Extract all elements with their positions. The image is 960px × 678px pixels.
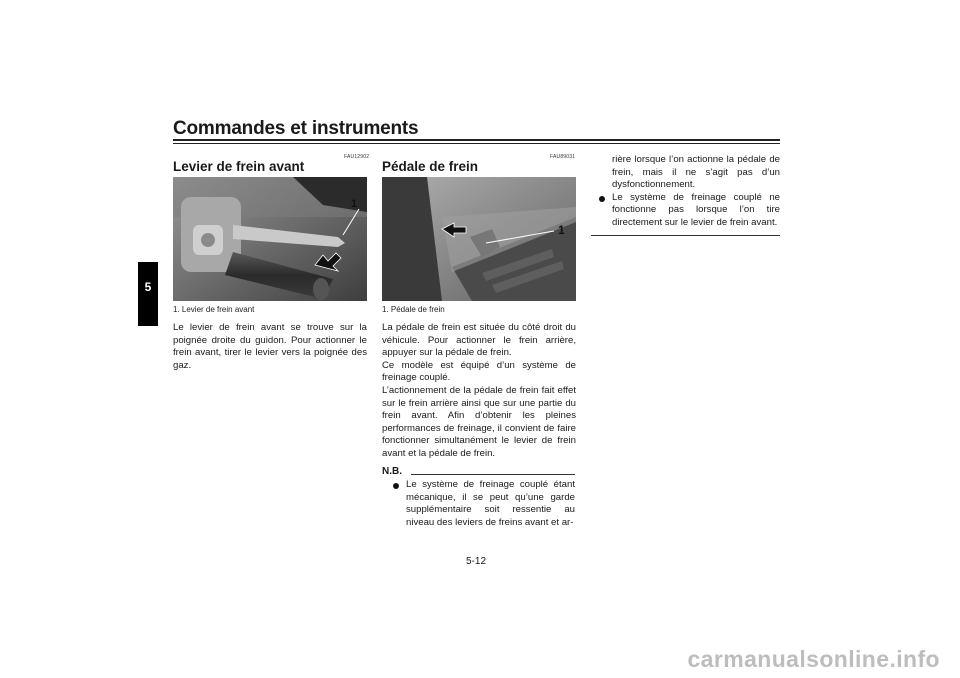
front-brake-lever-photo <box>173 177 367 301</box>
reference-code: FAU12902 <box>344 154 370 160</box>
watermark: carmanualsonline.info <box>687 646 940 672</box>
note-bullet-list-continued <box>599 154 780 230</box>
brake-pedal-photo <box>382 177 576 301</box>
chapter-tab: 5 <box>138 262 158 326</box>
note-bullet-item: Le système de freinage couplé ne fonctionne pas lorsque l’on tire directement sur le levier de frein avant. <box>599 192 780 230</box>
note-label: N.B. <box>382 466 402 477</box>
paragraph: La pédale de frein est située du côté droit du véhicule. Pour actionner le frein arrière, appuyer sur la pédale de frein. <box>382 322 576 359</box>
note-bullet-item: rière lorsque l’on actionne la pédale de frein, mais il ne s’agit pas d’un dysfonctionnement. <box>612 154 780 191</box>
callout-label-1: 1 <box>558 223 565 237</box>
paragraph: L’actionnement de la pédale de frein fait effet sur le frein arrière ainsi que sur une partie du frein avant. Afin d’obtenir les pleines performances de freinage, il convient de faire fonctionner simultanément le levier de frein avant et la pédale de frein. <box>382 384 576 459</box>
note-end-rule <box>591 235 780 236</box>
paragraph: Ce modèle est équipé d’un système de freinage couplé. <box>382 359 576 384</box>
header-rule-thin <box>173 143 780 144</box>
note-rule <box>411 474 575 475</box>
header-rule <box>173 139 780 141</box>
page-header-title: Commandes et instruments <box>173 118 419 139</box>
brake-pedal-text <box>382 322 576 461</box>
callout-label-1: 1 <box>351 198 358 210</box>
figure-caption-front-brake-lever: 1. Levier de frein avant <box>173 305 255 314</box>
figure-caption-brake-pedal: 1. Pédale de frein <box>382 305 445 314</box>
section-title-brake-pedal: Pédale de frein <box>382 159 479 174</box>
note-bullet-list <box>393 479 575 529</box>
bullet-icon <box>599 196 605 202</box>
reference-code: FAU89031 <box>550 154 576 160</box>
bullet-icon <box>393 483 399 489</box>
page-number: 5-12 <box>466 556 487 567</box>
note-bullet-item: Le système de freinage couplé étant mécanique, il se peut qu’une garde supplémentaire soit ressentie au niveau des leviers de freins avant et ar- <box>393 479 575 529</box>
section-title-front-brake-lever: Levier de frein avant <box>173 159 305 174</box>
front-brake-lever-text: Le levier de frein avant se trouve sur la poignée droite du guidon. Pour actionner le frein avant, tirer le levier vers la poignée des gaz. <box>173 322 367 371</box>
